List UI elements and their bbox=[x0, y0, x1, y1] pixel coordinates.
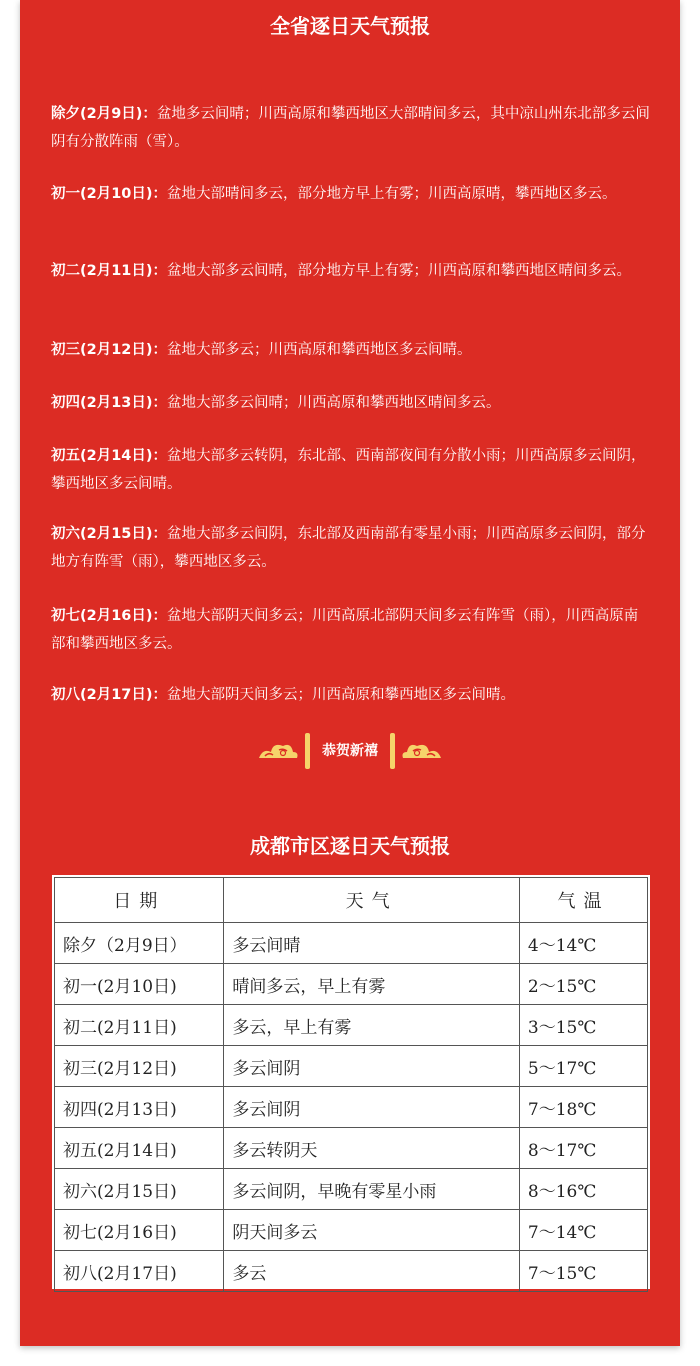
chengdu-forecast-title: 成都市区逐日天气预报 bbox=[250, 834, 450, 858]
table-row bbox=[55, 1210, 648, 1251]
cell-date: 初八(2月17日) bbox=[55, 1251, 224, 1292]
cell-weather: 多云间晴 bbox=[224, 923, 519, 964]
entry-day: 初二(2月11日)： bbox=[51, 263, 168, 279]
cell-date: 初七(2月16日) bbox=[55, 1210, 224, 1251]
cell-date: 初一(2月10日) bbox=[55, 964, 224, 1005]
province-entry-4 bbox=[51, 336, 651, 364]
table-row bbox=[55, 964, 648, 1005]
province-entry-5 bbox=[51, 389, 651, 417]
cell-date: 初三(2月12日) bbox=[55, 1046, 224, 1087]
entry-text: 盆地大部多云转阴，东北部、西南部夜间有分散小雨；川西高原多云间阴，攀西地区多云间晴。 bbox=[51, 448, 646, 492]
entry-text: 盆地多云间晴；川西高原和攀西地区大部晴间多云，其中凉山州东北部多云间阴有分散阵雨（雪）。 bbox=[51, 106, 650, 150]
cell-date: 初五(2月14日) bbox=[55, 1128, 224, 1169]
chengdu-forecast-table bbox=[54, 877, 648, 1292]
entry-day: 初四(2月13日)： bbox=[51, 395, 168, 411]
entry-day: 初三(2月12日)： bbox=[51, 342, 168, 358]
cell-date: 初四(2月13日) bbox=[55, 1087, 224, 1128]
cell-temperature: 8～17℃ bbox=[519, 1128, 647, 1169]
cell-weather: 多云 bbox=[224, 1251, 519, 1292]
cell-temperature: 4～14℃ bbox=[519, 923, 647, 964]
province-entry-9 bbox=[51, 681, 651, 709]
entry-day: 除夕(2月9日)： bbox=[51, 106, 157, 122]
cell-date: 除夕（2月9日） bbox=[55, 923, 224, 964]
cell-temperature: 2～15℃ bbox=[519, 964, 647, 1005]
province-entry-1 bbox=[51, 100, 651, 156]
entry-text: 盆地大部多云间晴；川西高原和攀西地区晴间多云。 bbox=[167, 395, 501, 411]
cell-temperature: 7～14℃ bbox=[519, 1210, 647, 1251]
header-date: 日期 bbox=[55, 878, 224, 923]
entry-text: 盆地大部多云间阴，东北部及西南部有零星小雨；川西高原多云间阴，部分地方有阵雪（雨），攀西地区多云。 bbox=[51, 526, 646, 570]
cell-temperature: 5～17℃ bbox=[519, 1046, 647, 1087]
cell-temperature: 8～16℃ bbox=[519, 1169, 647, 1210]
cell-weather: 多云转阴天 bbox=[224, 1128, 519, 1169]
cell-weather: 多云间阴 bbox=[224, 1046, 519, 1087]
cell-date: 初六(2月15日) bbox=[55, 1169, 224, 1210]
cell-temperature: 7～15℃ bbox=[519, 1251, 647, 1292]
cell-temperature: 7～18℃ bbox=[519, 1087, 647, 1128]
header-weather: 天气 bbox=[224, 878, 519, 923]
province-forecast-title: 全省逐日天气预报 bbox=[270, 14, 430, 38]
entry-text: 盆地大部阴天间多云；川西高原北部阴天间多云有阵雪（雨），川西高原南部和攀西地区多云。 bbox=[51, 608, 639, 652]
entry-day: 初一(2月10日)： bbox=[51, 186, 168, 202]
entry-text: 盆地大部晴间多云，部分地方早上有雾；川西高原晴，攀西地区多云。 bbox=[167, 186, 617, 202]
table-row bbox=[55, 1169, 648, 1210]
cell-date: 初二(2月11日) bbox=[55, 1005, 224, 1046]
header-temperature: 气温 bbox=[519, 878, 647, 923]
province-entry-3 bbox=[51, 257, 651, 285]
cell-temperature: 3～15℃ bbox=[519, 1005, 647, 1046]
forecast-panel bbox=[20, 0, 680, 1346]
gold-divider bbox=[390, 733, 395, 769]
entry-text: 盆地大部多云；川西高原和攀西地区多云间晴。 bbox=[167, 342, 472, 358]
table-row bbox=[55, 1087, 648, 1128]
province-entry-8 bbox=[51, 602, 651, 658]
table-row bbox=[55, 1005, 648, 1046]
auspicious-cloud-icon bbox=[257, 740, 299, 762]
province-entry-6 bbox=[51, 442, 651, 498]
entry-day: 初五(2月14日)： bbox=[51, 448, 168, 464]
cell-weather: 多云间阴 bbox=[224, 1087, 519, 1128]
table-row bbox=[55, 1251, 648, 1292]
auspicious-cloud-icon bbox=[401, 740, 443, 762]
entry-text: 盆地大部阴天间多云；川西高原和攀西地区多云间晴。 bbox=[167, 687, 516, 703]
cell-weather: 多云，早上有雾 bbox=[224, 1005, 519, 1046]
entry-day: 初六(2月15日)： bbox=[51, 526, 168, 542]
cell-weather: 晴间多云，早上有雾 bbox=[224, 964, 519, 1005]
entry-text: 盆地大部多云间晴，部分地方早上有雾；川西高原和攀西地区晴间多云。 bbox=[167, 263, 632, 279]
greeting-text: 恭贺新禧 bbox=[322, 743, 378, 759]
province-entry-7 bbox=[51, 520, 651, 576]
table-header-row bbox=[55, 878, 648, 923]
cell-weather: 多云间阴，早晚有零星小雨 bbox=[224, 1169, 519, 1210]
new-year-greeting-banner bbox=[20, 730, 680, 770]
table-row bbox=[55, 923, 648, 964]
table-row bbox=[55, 1128, 648, 1169]
chengdu-forecast-table-wrapper bbox=[52, 875, 650, 1289]
table-row bbox=[55, 1046, 648, 1087]
cell-weather: 阴天间多云 bbox=[224, 1210, 519, 1251]
entry-day: 初七(2月16日)： bbox=[51, 608, 168, 624]
entry-day: 初八(2月17日)： bbox=[51, 687, 168, 703]
province-entry-2 bbox=[51, 180, 651, 208]
